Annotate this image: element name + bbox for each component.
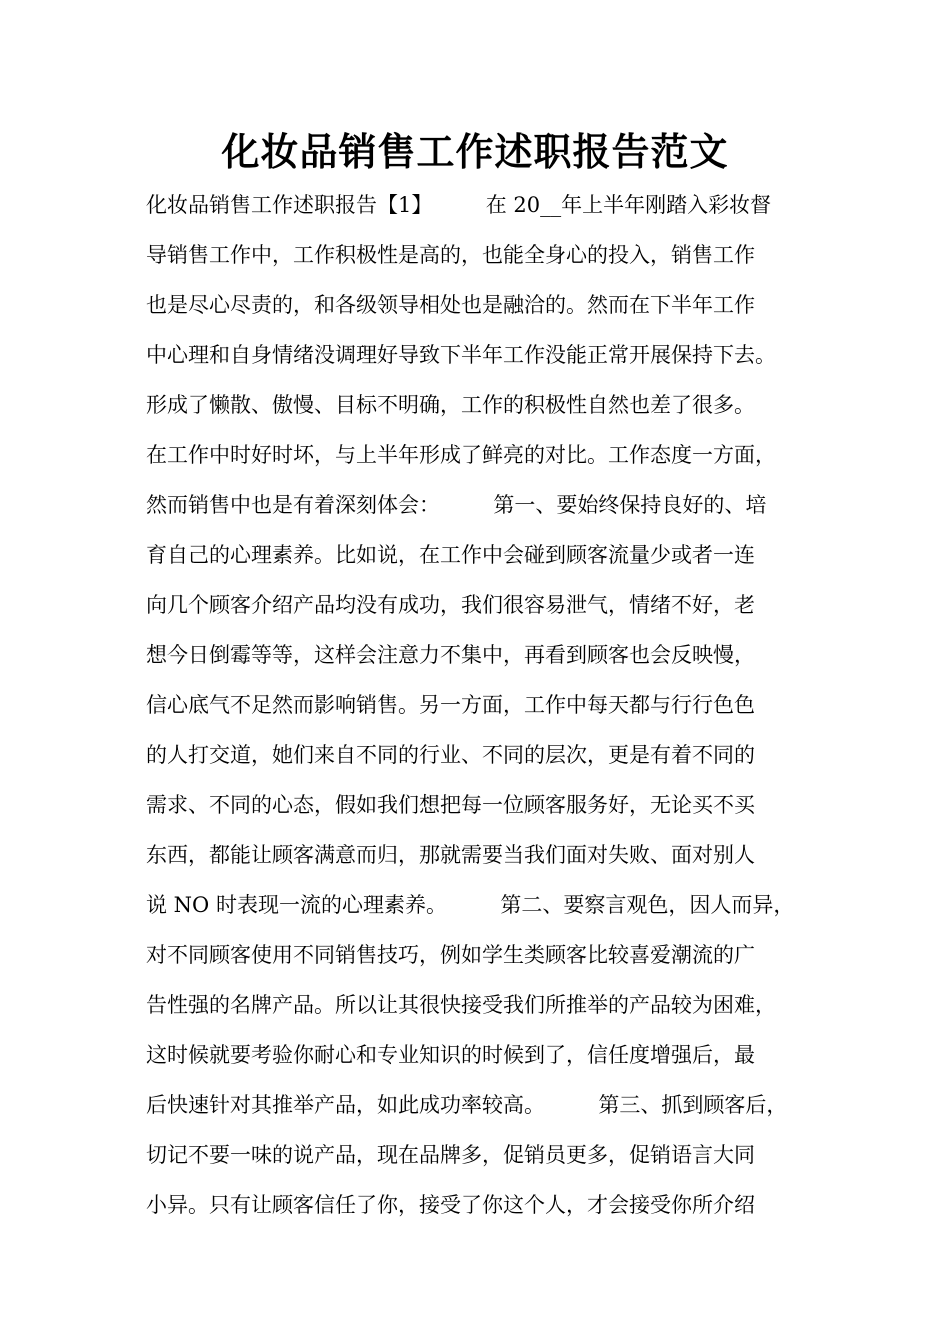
body-line: 在工作中时好时坏，与上半年形成了鲜亮的对比。工作态度一方面， bbox=[146, 443, 776, 467]
document-body bbox=[146, 180, 826, 1230]
body-line: 化妆品销售工作述职报告【1】 在 20__年上半年刚踏入彩妆督 bbox=[146, 193, 772, 217]
body-line: 形成了懒散、傲慢、目标不明确，工作的积极性自然也差了很多。 bbox=[146, 393, 755, 417]
body-line: 说 NO 时表现一流的心理素养。 第二、要察言观色，因人而异， bbox=[146, 893, 795, 917]
body-line: 东西，都能让顾客满意而归，那就需要当我们面对失败、面对别人 bbox=[146, 843, 755, 867]
body-line: 向几个顾客介绍产品均没有成功，我们很容易泄气，情绪不好，老 bbox=[146, 593, 755, 617]
body-line: 切记不要一味的说产品，现在品牌多，促销员更多，促销语言大同 bbox=[146, 1143, 755, 1167]
body-line: 需求、不同的心态，假如我们想把每一位顾客服务好，无论买不买 bbox=[146, 793, 755, 817]
document-title: 化妆品销售工作述职报告范文 bbox=[221, 130, 729, 174]
body-line: 也是尽心尽责的，和各级领导相处也是融洽的。然而在下半年工作 bbox=[146, 293, 755, 317]
body-line: 的人打交道，她们来自不同的行业、不同的层次，更是有着不同的 bbox=[146, 743, 755, 767]
body-line: 信心底气不足然而影响销售。另一方面，工作中每天都与行行色色 bbox=[146, 693, 755, 717]
body-line: 这时候就要考验你耐心和专业知识的时候到了，信任度增强后，最 bbox=[146, 1043, 755, 1067]
body-line: 想今日倒霉等等，这样会注意力不集中，再看到顾客也会反映慢， bbox=[146, 643, 755, 667]
body-line: 后快速针对其推举产品，如此成功率较高。 第三、抓到顾客后， bbox=[146, 1093, 788, 1117]
body-line: 育自己的心理素养。比如说，在工作中会碰到顾客流量少或者一连 bbox=[146, 543, 755, 567]
body-line: 导销售工作中，工作积极性是高的，也能全身心的投入，销售工作 bbox=[146, 243, 755, 267]
body-line: 小异。只有让顾客信任了你，接受了你这个人，才会接受你所介绍 bbox=[146, 1193, 755, 1217]
body-line: 中心理和自身情绪没调理好导致下半年工作没能正常开展保持下去。 bbox=[146, 343, 776, 367]
body-line: 告性强的名牌产品。所以让其很快接受我们所推举的产品较为困难， bbox=[146, 993, 776, 1017]
body-line: 对不同顾客使用不同销售技巧，例如学生类顾客比较喜爱潮流的广 bbox=[146, 943, 755, 967]
body-line: 然而销售中也是有着深刻体会： 第一、要始终保持良好的、培 bbox=[146, 493, 767, 517]
